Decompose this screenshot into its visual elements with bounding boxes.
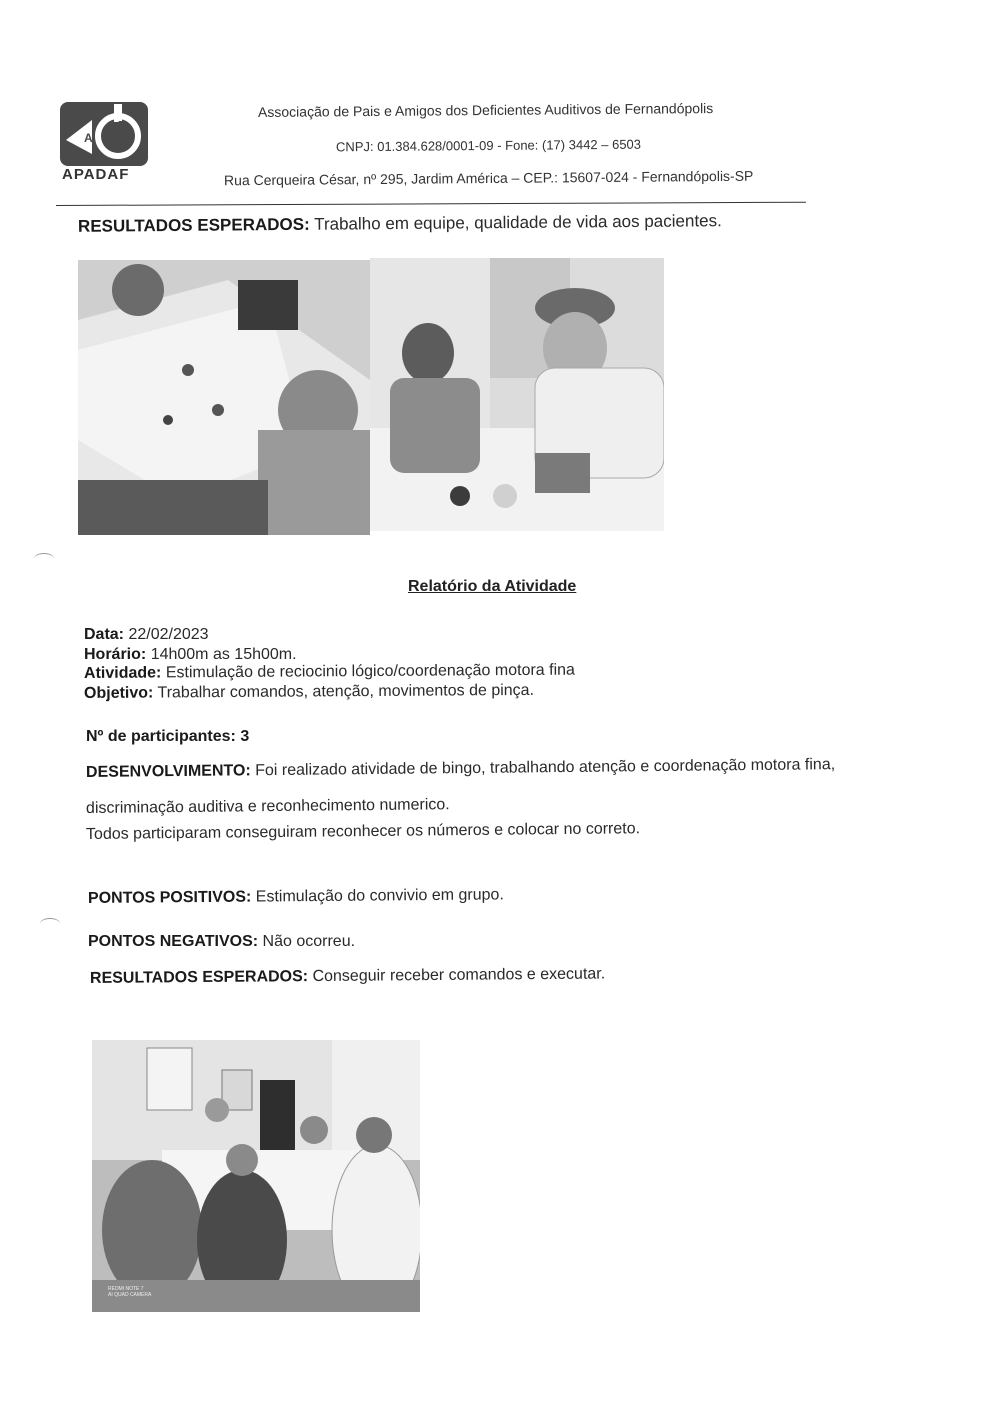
top-expected-label: RESULTADOS ESPERADOS: (77, 214, 310, 236)
participants-value: 3 (240, 728, 250, 745)
logo-text: APADAF (62, 166, 130, 183)
report-objective (84, 682, 534, 703)
report-development (86, 756, 835, 782)
participants-label: Nº de participantes: (86, 728, 236, 745)
activity-value: Estimulação de reciocinio lógico/coordenação motora fina (165, 661, 575, 682)
report-negative (88, 933, 355, 951)
photo-bingo-group (92, 1040, 420, 1312)
positive-value: Estimulação do convivio em grupo. (255, 886, 504, 906)
scan-mark (40, 918, 60, 929)
report-activity (84, 662, 575, 683)
date-label: Data: (84, 626, 125, 643)
camera-watermark-line-2: AI QUAD CAMERA (108, 1292, 152, 1298)
photo-activity-right (370, 258, 664, 531)
organization-name: Associação de Pais e Amigos dos Deficientes Auditivos de Fernandópolis (257, 100, 714, 120)
top-expected-text: Trabalho em equipe, qualidade de vida aos pacientes. (314, 211, 722, 234)
scan-mark (34, 553, 54, 564)
negative-label: PONTOS NEGATIVOS: (88, 933, 259, 950)
development-line-3: Todos participaram conseguiram reconhecer os números e colocar no correto. (85, 820, 641, 843)
expected-label: RESULTADOS ESPERADOS: (89, 968, 309, 987)
address: Rua Cerqueira César, nº 295, Jardim América – CEP.: 15607-024 - Fernandópolis-SP (223, 167, 754, 189)
date-value: 22/02/2023 (128, 626, 209, 643)
time-value: 14h00m as 15h00m. (150, 646, 297, 663)
negative-value: Não ocorreu. (262, 933, 356, 950)
development-line-1: Foi realizado atividade de bingo, trabalhando atenção e coordenação motora fina, (255, 756, 836, 780)
contact-info: CNPJ: 01.384.628/0001-09 - Fone: (17) 3442 – 6503 (335, 136, 642, 155)
svg-text:D: D (118, 120, 126, 131)
apadaf-logo (58, 100, 150, 184)
time-label: Horário: (84, 646, 147, 663)
camera-watermark-line-1: REDMI NOTE 7 (108, 1286, 144, 1292)
header-divider (56, 202, 806, 206)
report-positive (88, 886, 504, 908)
expected-value: Conseguir receber comandos e executar. (312, 965, 606, 986)
report-title: Relatório da Atividade (408, 578, 577, 595)
report-expected-results (90, 966, 605, 988)
development-label: DESENVOLVIMENTO: (85, 762, 251, 781)
report-date (84, 626, 209, 644)
objective-label: Objetivo: (83, 684, 154, 702)
photo-activity-left (78, 260, 370, 535)
objective-value: Trabalhar comandos, atenção, movimentos de pinça. (157, 681, 535, 702)
report-time (84, 646, 297, 664)
activity-label: Atividade: (83, 664, 162, 682)
svg-text:A: A (84, 131, 93, 145)
positive-label: PONTOS POSITIVOS: (87, 888, 252, 907)
top-expected-results (78, 211, 722, 237)
report-participants (86, 728, 249, 746)
camera-watermark (108, 1286, 151, 1298)
development-line-2: discriminação auditiva e reconhecimento numerico. (85, 796, 450, 817)
